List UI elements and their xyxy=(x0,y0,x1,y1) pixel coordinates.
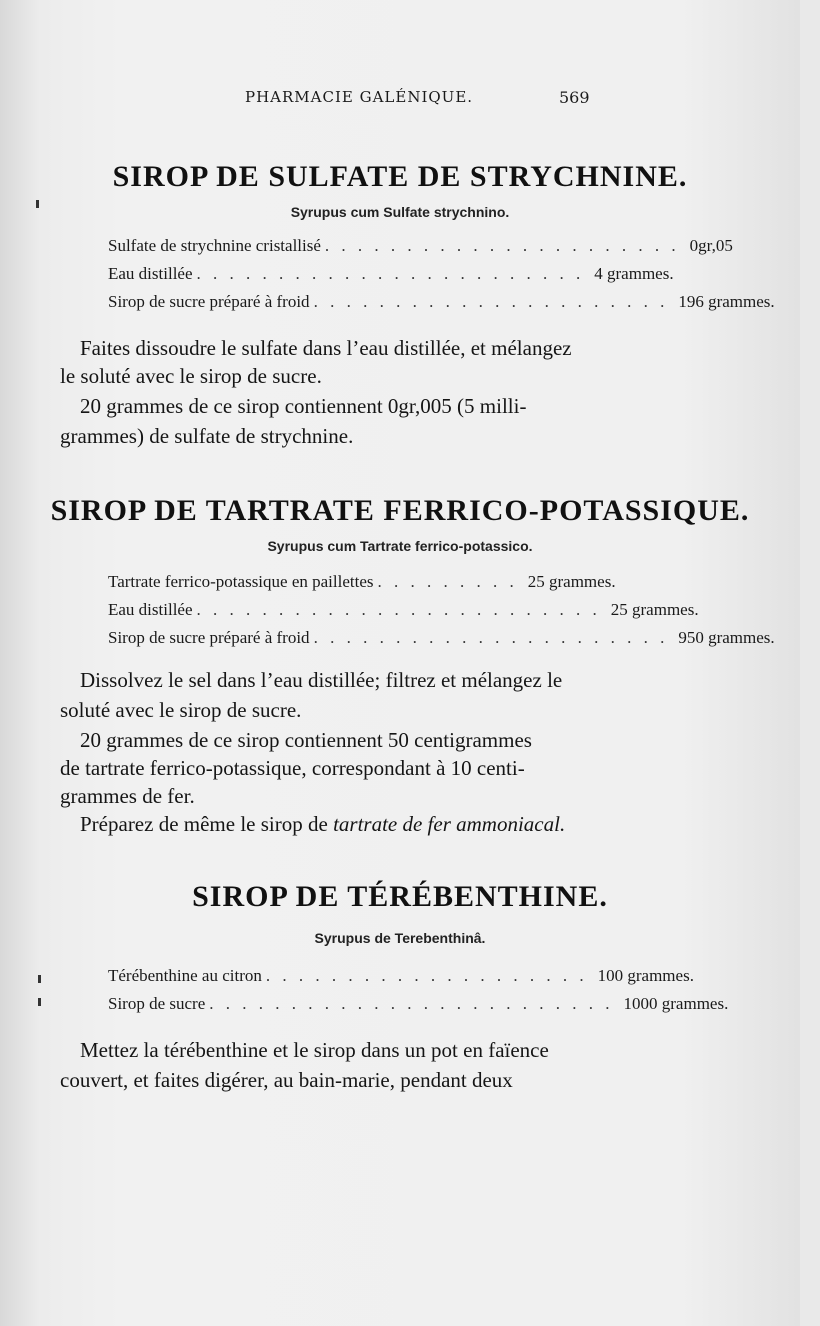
ingredient-qty: 1000 grammes. xyxy=(623,994,729,1013)
body-line: soluté avec le sirop de sucre. xyxy=(60,698,302,722)
ingredient-row xyxy=(108,600,699,622)
body-line: 20 grammes de ce sirop contiennent 0gr,005 (5 milli- xyxy=(80,394,527,418)
body-line: le soluté avec le sirop de sucre. xyxy=(60,364,322,388)
body-line: grammes de fer. xyxy=(60,784,195,808)
ingredient-qty: 950 grammes. xyxy=(678,628,775,647)
ingredient-row xyxy=(108,264,674,286)
body-line: Mettez la térébenthine et le sirop dans un pot en faïence xyxy=(80,1038,549,1062)
leader-dots: . . . . . . . . . . . . . . . . . . . . . . . . xyxy=(196,264,585,283)
running-head: PHARMACIE GALÉNIQUE. xyxy=(245,88,474,106)
body-line: 20 grammes de ce sirop contiennent 50 centigrammes xyxy=(80,728,532,752)
margin-mark xyxy=(36,200,39,208)
section-title-tartrate: SIROP DE TARTRATE FERRICO-POTASSIQUE. xyxy=(50,494,750,527)
body-line: couvert, et faites digérer, au bain-marie, pendant deux xyxy=(60,1068,513,1092)
body-line xyxy=(80,812,565,837)
ingredient-qty: 100 grammes. xyxy=(597,966,694,985)
body-line: Faites dissoudre le sulfate dans l’eau distillée, et mélangez xyxy=(80,336,572,360)
leader-dots: . . . . . . . . . . . . . . . . . . . . . . . . . xyxy=(209,994,614,1013)
ingredient-name: Térébenthine au citron xyxy=(108,966,262,985)
body-line: Dissolvez le sel dans l’eau distillée; filtrez et mélangez le xyxy=(80,668,563,692)
section-title-terebenthine: SIROP DE TÉRÉBENTHINE. xyxy=(192,880,608,913)
ingredient-qty: 0gr,05 xyxy=(689,236,733,255)
margin-mark xyxy=(38,998,41,1006)
leader-dots: . . . . . . . . . . . . . . . . . . . . . . xyxy=(324,236,680,255)
section-subtitle-tartrate: Syrupus cum Tartrate ferrico-potassico. xyxy=(267,538,533,554)
ingredient-name: Sirop de sucre préparé à froid xyxy=(108,292,310,311)
ingredient-qty: 4 grammes. xyxy=(594,264,674,283)
body-line: grammes) de sulfate de strychnine. xyxy=(60,424,354,448)
section-title-strychnine: SIROP DE SULFATE DE STRYCHNINE. xyxy=(112,160,688,193)
section-subtitle-terebenthine: Syrupus de Terebenthinâ. xyxy=(314,930,486,946)
ingredient-row xyxy=(108,572,616,594)
ingredient-row xyxy=(108,966,694,988)
ingredient-name: Eau distillée xyxy=(108,264,193,283)
ingredient-row xyxy=(108,292,775,314)
body-line-italic: tartrate de fer ammoniacal. xyxy=(333,812,566,836)
ingredient-qty: 25 grammes. xyxy=(610,600,699,619)
leader-dots: . . . . . . . . . . . . . . . . . . . . . . xyxy=(313,628,669,647)
ingredient-row xyxy=(108,236,733,258)
body-line: de tartrate ferrico-potassique, correspondant à 10 centi- xyxy=(60,756,525,780)
section-subtitle-strychnine: Syrupus cum Sulfate strychnino. xyxy=(290,204,510,220)
leader-dots: . . . . . . . . . . . . . . . . . . . . . . xyxy=(313,292,669,311)
ingredient-name: Sirop de sucre xyxy=(108,994,206,1013)
ingredient-name: Sirop de sucre préparé à froid xyxy=(108,628,310,647)
page-number: 569 xyxy=(559,88,590,107)
ingredient-name: Sulfate de strychnine cristallisé xyxy=(108,236,321,255)
ingredient-row xyxy=(108,994,729,1016)
leader-dots: . . . . . . . . . xyxy=(377,572,518,591)
leader-dots: . . . . . . . . . . . . . . . . . . . . xyxy=(265,966,588,985)
leader-dots: . . . . . . . . . . . . . . . . . . . . . . . . . xyxy=(196,600,601,619)
margin-mark xyxy=(38,975,41,983)
body-line-text: Préparez de même le sirop de xyxy=(80,812,334,836)
ingredient-name: Eau distillée xyxy=(108,600,193,619)
ingredient-qty: 25 grammes. xyxy=(527,572,616,591)
ingredient-qty: 196 grammes. xyxy=(678,292,775,311)
ingredient-row xyxy=(108,628,775,650)
ingredient-name: Tartrate ferrico-potassique en paillettes xyxy=(108,572,374,591)
